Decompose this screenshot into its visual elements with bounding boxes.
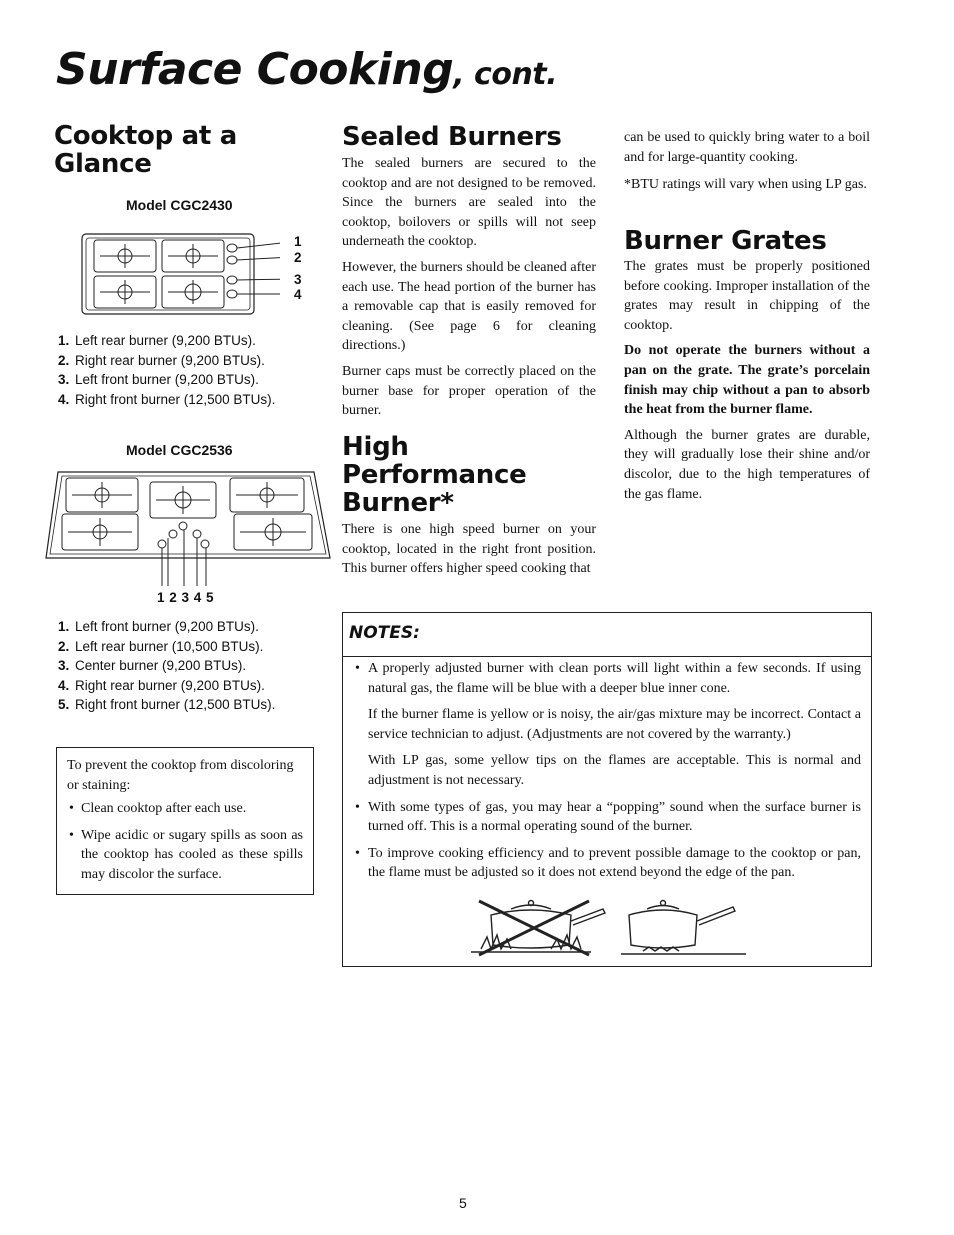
pan-flame-illustration	[471, 897, 751, 959]
cooktop-heading	[54, 122, 237, 178]
model1-burner-list	[58, 331, 275, 409]
paragraph: can be used to quickly bring water to a boil and for large-quantity cooking.	[624, 130, 870, 165]
list-item: 4. Right front burner (12,500 BTUs).	[58, 391, 276, 407]
model1-label: Model CGC2430	[126, 197, 233, 213]
paragraph: The grates must be properly positioned before cooking. Improper installation of the grates may result in chipping of the cooktop.	[624, 259, 870, 333]
page-title-main: Surface Cooking	[56, 44, 454, 95]
tip-list	[67, 799, 303, 884]
model1-callout-2: 2	[294, 250, 302, 265]
burner-grates-heading: Burner Grates	[624, 226, 827, 256]
cooktop-heading-line2: Glance	[54, 149, 152, 179]
page-title	[56, 44, 557, 95]
model1-callout-3: 3	[294, 272, 302, 287]
list-item: 4. Right rear burner (9,200 BTUs).	[58, 677, 265, 693]
list-item: • Clean cooktop after each use.	[67, 799, 303, 819]
list-item: 1. Left rear burner (9,200 BTUs).	[58, 333, 256, 348]
list-item: • With some types of gas, you may hear a “popping” sound when the surface burner is turned off. This is a normal operating sound of the burner.	[343, 798, 861, 837]
tip-intro: To prevent the cooktop from discoloring or staining:	[67, 758, 294, 793]
model2-label: Model CGC2536	[126, 442, 233, 458]
notes-list	[343, 659, 861, 890]
paragraph: Although the burner grates are durable, they will gradually lose their shine and/or discolor, due to the high temperatures of the gas flame.	[624, 427, 870, 502]
cooktop-diagram-cgc2536	[44, 470, 334, 588]
high-performance-text: There is one high speed burner on your cooktop, located in the right front position. This burner offers higher speed cooking that	[342, 522, 596, 577]
footnote: *BTU ratings will vary when using LP gas.	[624, 177, 867, 193]
warning-paragraph: Do not operate the burners without a pan on the grate. The grate’s porcelain finish may chip without a pan to absorb the heat from the burner flame.	[624, 343, 870, 418]
model2-callouts: 1 2 3 4 5	[157, 590, 215, 605]
list-item: 5. Right front burner (12,500 BTUs).	[58, 697, 276, 713]
model1-callout-1: 1	[294, 234, 302, 249]
page-title-suffix: , cont.	[453, 57, 558, 92]
sealed-burners-text	[342, 154, 596, 427]
list-item: 1. Left front burner (9,200 BTUs).	[58, 619, 259, 634]
notes-box	[342, 612, 872, 967]
cleaning-tip-box	[56, 747, 314, 895]
list-item: • A properly adjusted burner with clean ports will light within a few seconds. If using natural gas, the flame will be blue with a deeper blue inner cone. If the burner flame is yellow or is noisy, the air/gas mixture may be incorrect. Contact a service technician to adjust. (Adjustments are not covered by the warranty.) With LP gas, some yellow tips on the flames are acceptable. This is normal and adjustment is not necessary.	[343, 659, 861, 791]
list-item: 3. Left front burner (9,200 BTUs).	[58, 372, 259, 388]
notes-title: NOTES:	[349, 623, 420, 643]
list-item: 2. Right rear burner (9,200 BTUs).	[58, 352, 265, 368]
list-item: • Wipe acidic or sugary spills as soon as the cooktop has cooled as these spills may discolor the surface.	[67, 826, 303, 885]
sealed-burners-heading: Sealed Burners	[342, 122, 562, 152]
list-item: 3. Center burner (9,200 BTUs).	[58, 658, 247, 674]
list-item: • To improve cooking efficiency and to prevent possible damage to the cooktop or pan, the flame must be adjusted so it does not extend beyond the edge of the pan.	[343, 844, 861, 883]
cooktop-heading-line1: Cooktop at a	[54, 121, 238, 151]
high-performance-heading: High Performance Burner*	[342, 432, 527, 518]
paragraph: However, the burners should be cleaned after each use. The head portion of the burner has a removable cap that is easily removed for cleaning. (See page 6 for cleaning directions.)	[342, 259, 596, 354]
divider	[343, 656, 871, 657]
list-item: 2. Left rear burner (10,500 BTUs).	[58, 638, 264, 654]
model1-callout-4: 4	[294, 287, 302, 302]
high-performance-continued	[624, 128, 870, 201]
page-number: 5	[459, 1195, 467, 1211]
paragraph: The sealed burners are secured to the cooktop and are not designed to be removed. Since the burners are sealed into the cooktop, boilovers or spills will not seep underneath the cooktop.	[342, 156, 596, 250]
paragraph: Burner caps must be correctly placed on the burner base for proper operation of the burner.	[342, 363, 596, 419]
cooktop-diagram-cgc2430	[80, 232, 280, 318]
burner-grates-text	[624, 257, 870, 510]
model2-burner-list	[58, 617, 275, 715]
